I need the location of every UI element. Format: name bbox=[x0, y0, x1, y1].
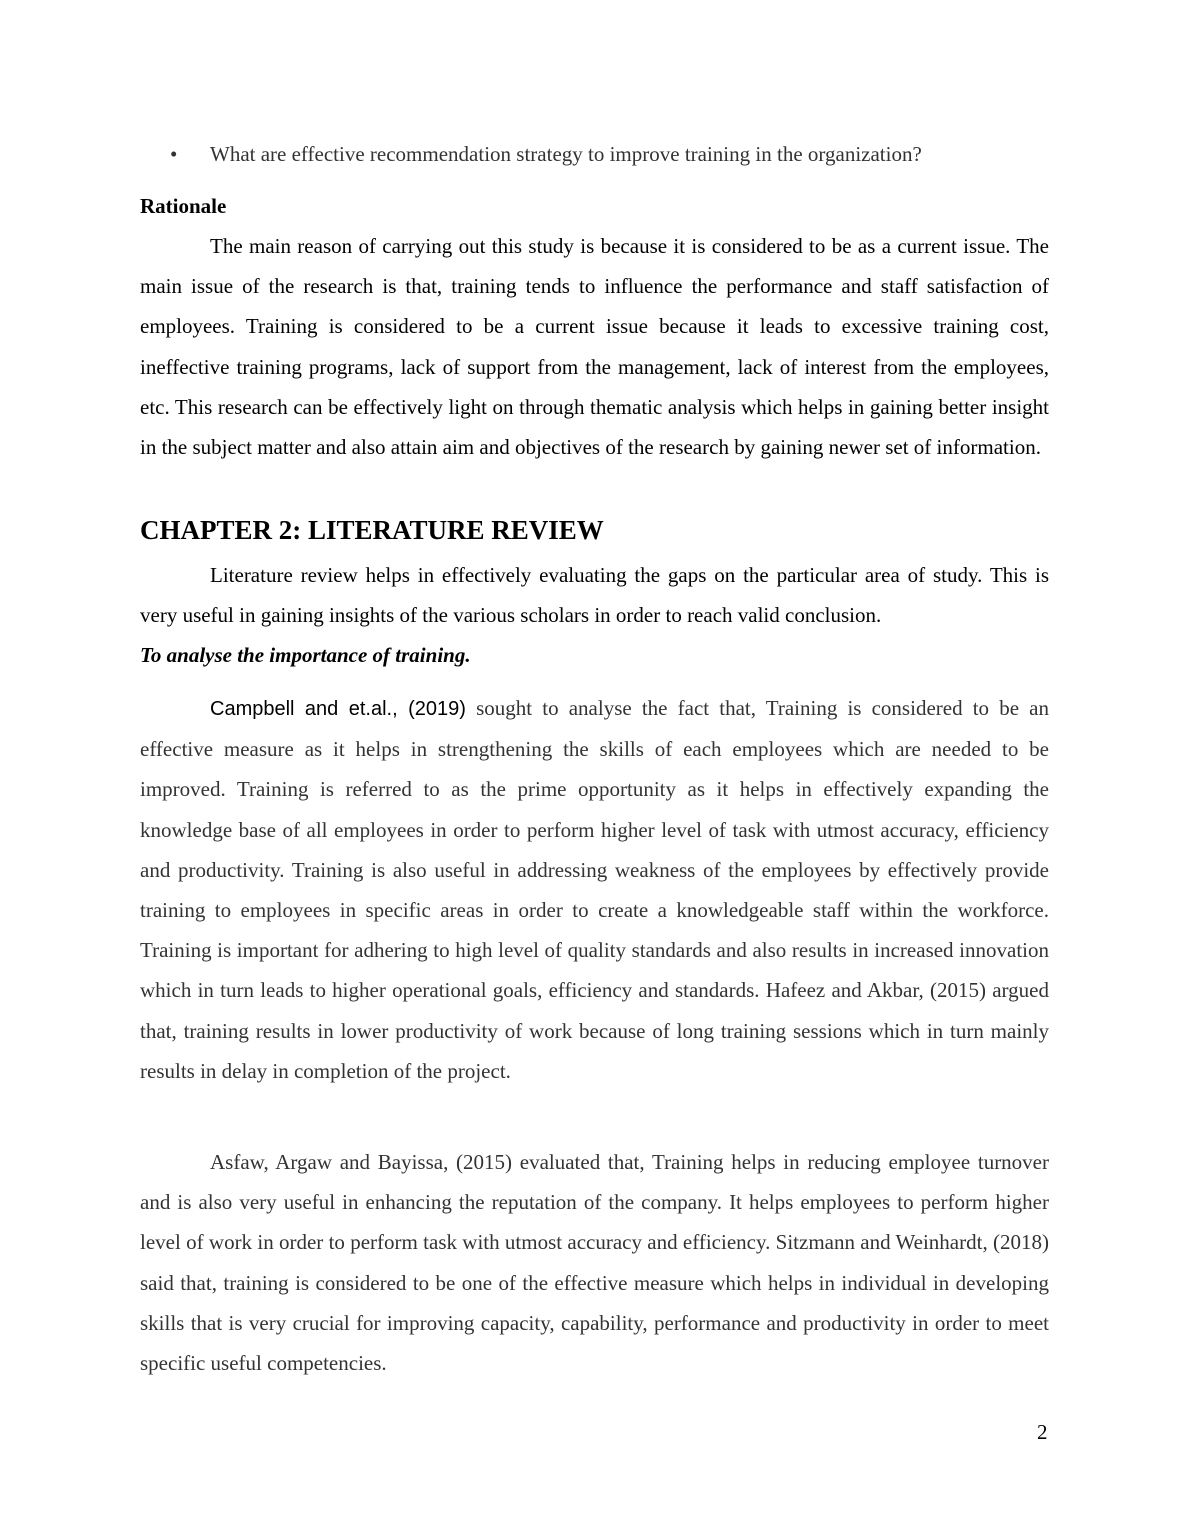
paragraph-body: sought to analyse the fact that, Training is considered to be an effective measure as it helps in strengthening the skills of each employees which are needed to be improved. Training is referred to as the prime opportunity as it helps in effectively expanding the knowledge base of all employees in order to perform higher level of task with utmost accuracy, efficiency and productivity. Training is also useful in addressing weakness of the employees by effectively provide training to employees in specific areas in order to create a knowledgeable staff within the workforce. Training is important for adhering to high level of quality standards and also results in increased innovation which in turn leads to higher operational goals, efficiency and standards. Hafeez and Akbar, (2015) argued that, training results in lower productivity of work because of long training sessions which in turn mainly results in delay in completion of the project. bbox=[140, 696, 1049, 1083]
bullet-text: What are effective recommendation strategy to improve training in the organization? bbox=[210, 142, 922, 166]
section-subheading: To analyse the importance of training. bbox=[140, 643, 471, 667]
rationale-paragraph: The main reason of carrying out this study is because it is considered to be as a current issue. The main issue of the research is that, training tends to influence the performance and staff satisfaction of employees. Training is considered to be a current issue because it leads to excessive training cost, ineffective training programs, lack of support from the management, lack of interest from the employees, etc. This research can be effectively light on through thematic analysis which helps in gaining better insight in the subject matter and also attain aim and objectives of the research by gaining newer set of information. bbox=[140, 234, 1049, 460]
bullet-icon: • bbox=[170, 142, 178, 166]
literature-paragraph-2: Asfaw, Argaw and Bayissa, (2015) evaluated that, Training helps in reducing employee turnover and is also very useful in enhancing the reputation of the company. It helps employees to perform higher level of work in order to perform task with utmost accuracy and efficiency. Sitzmann and Weinhardt, (2018) said that, training is considered to be one of the effective measure which helps in individual in developing skills that is very crucial for improving capacity, capability, performance and productivity in order to meet specific useful competencies. bbox=[140, 1150, 1049, 1376]
chapter-title: CHAPTER 2: LITERATURE REVIEW bbox=[140, 515, 604, 545]
literature-intro-paragraph: Literature review helps in effectively evaluating the gaps on the particular area of study. This is very useful in gaining insights of the various scholars in order to reach valid conclusion. bbox=[140, 563, 1049, 628]
citation: Campbell and et.al., (2019) bbox=[210, 698, 466, 720]
page-number: 2 bbox=[1037, 1420, 1048, 1444]
literature-paragraph-1 bbox=[140, 688, 1049, 1091]
rationale-heading: Rationale bbox=[140, 194, 227, 218]
